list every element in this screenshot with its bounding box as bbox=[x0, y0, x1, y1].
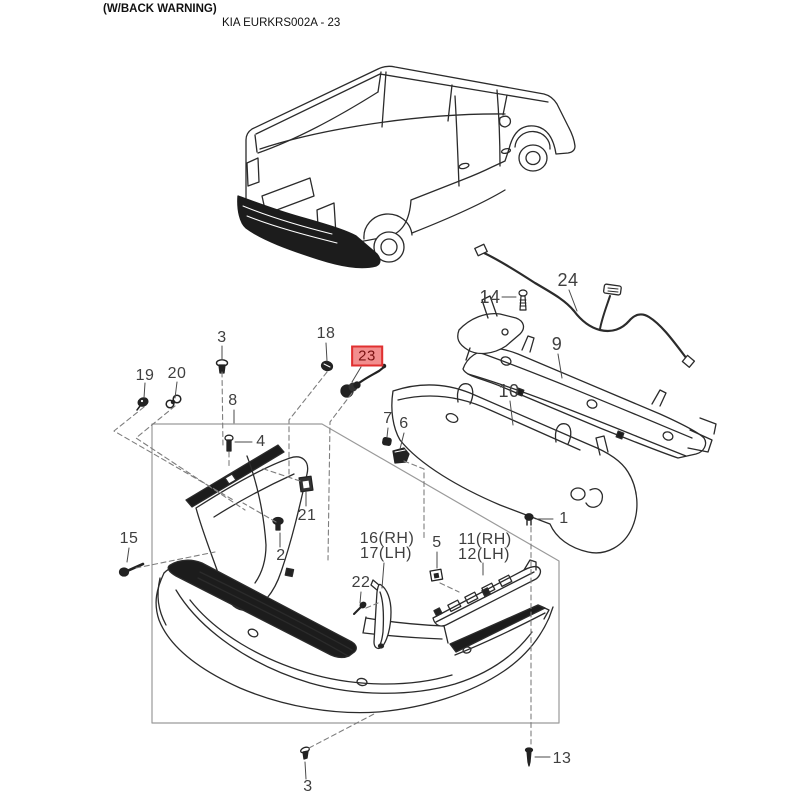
screw-14-icon bbox=[519, 290, 527, 310]
part-label-11-rh: 11(RH) bbox=[458, 531, 512, 548]
part-label-23-highlighted: 23 bbox=[351, 346, 383, 367]
vehicle-illustration bbox=[238, 66, 575, 267]
front-wheel bbox=[519, 145, 547, 171]
part-label-17-lh: 17(LH) bbox=[360, 545, 412, 562]
part-label-3-top: 3 bbox=[217, 329, 227, 346]
part-label-12-lh: 12(LH) bbox=[458, 546, 510, 563]
part-label-18: 18 bbox=[316, 325, 336, 342]
bracket-blade-foot bbox=[379, 644, 384, 648]
diagram-code: KIA EURKRS002A - 23 bbox=[222, 17, 341, 29]
harness-wire bbox=[482, 252, 687, 359]
clip-5-icon bbox=[430, 569, 443, 581]
bumper-hole-1 bbox=[247, 628, 259, 639]
bolt-15-icon bbox=[120, 564, 144, 576]
part-label-9: 9 bbox=[551, 334, 563, 354]
screw-13-icon bbox=[526, 748, 533, 766]
license-step-left bbox=[363, 617, 366, 633]
harness-connector-mid bbox=[603, 284, 621, 295]
beam-foot-2 bbox=[616, 431, 624, 439]
part-label-20: 20 bbox=[167, 365, 187, 382]
part-label-5: 5 bbox=[432, 534, 442, 551]
part-label-1: 1 bbox=[559, 510, 569, 527]
side-panel-clip bbox=[285, 568, 293, 576]
screw-4-icon bbox=[225, 435, 233, 451]
part-label-16-rh: 16(RH) bbox=[359, 530, 415, 547]
clip-21-icon bbox=[299, 476, 313, 492]
harness-branch bbox=[600, 296, 610, 329]
part-label-14: 14 bbox=[479, 287, 501, 307]
part-label-2: 2 bbox=[276, 547, 286, 564]
clip-20-icon bbox=[166, 395, 181, 408]
back-warning-note: (W/BACK WARNING) bbox=[103, 3, 217, 15]
pin-3-top-icon bbox=[217, 360, 228, 373]
part-label-21: 21 bbox=[297, 507, 317, 524]
bracket-16-17 bbox=[371, 580, 391, 648]
wiring-harness-24 bbox=[475, 244, 695, 367]
rocker-line bbox=[412, 190, 505, 233]
nut-7-icon bbox=[382, 437, 391, 445]
mirror bbox=[500, 116, 511, 127]
part-label-13: 13 bbox=[552, 750, 572, 767]
beam-top-tab-1 bbox=[522, 336, 534, 352]
bumper-hole-2 bbox=[356, 678, 367, 687]
bolt-1-icon bbox=[525, 514, 533, 525]
part-label-7: 7 bbox=[383, 410, 393, 427]
part-label-15: 15 bbox=[119, 530, 139, 547]
mounting-bracket-14 bbox=[458, 314, 524, 354]
part-label-10: 10 bbox=[498, 381, 520, 401]
part-label-8: 8 bbox=[228, 392, 238, 409]
part-label-22: 22 bbox=[351, 574, 371, 591]
clip-6-icon bbox=[393, 448, 409, 463]
part-label-4: 4 bbox=[256, 433, 266, 450]
part-label-3-bottom: 3 bbox=[303, 778, 313, 795]
beam-top-tab-2 bbox=[652, 390, 666, 406]
part-label-19: 19 bbox=[135, 367, 155, 384]
license-step-right bbox=[444, 626, 448, 643]
sensor-23-icon bbox=[341, 364, 386, 397]
part-label-24: 24 bbox=[557, 270, 579, 290]
clip-18-icon bbox=[321, 360, 334, 372]
part-label-6: 6 bbox=[399, 415, 409, 432]
harness-connector-right bbox=[682, 355, 694, 367]
